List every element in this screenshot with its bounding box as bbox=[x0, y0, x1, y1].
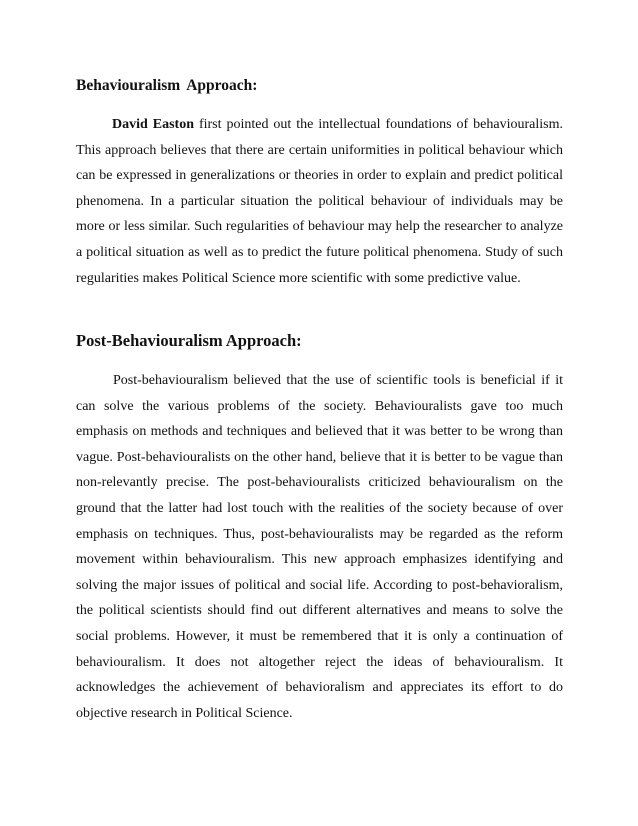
section-heading-behaviouralism: Behaviouralism Approach: bbox=[76, 77, 258, 94]
section-paragraph-behaviouralism bbox=[76, 112, 563, 291]
section-paragraph-post-behaviouralism: Post-behaviouralism believed that the use of scientific tools is beneficial if it can solve the various problems of the society. Behaviouralists gave too much emphasis on methods and techniques and believed that it was better to be wrong than vague. Post-behaviouralists on the other hand, believe that it is better to be vague than non-relevantly precise. The post-behaviouralists criticized behaviouralism on the ground that the latter had lost touch with the realities of the society because of over emphasis on techniques. Thus, post-behaviouralists may be regarded as the reform movement within behaviouralism. This new approach emphasizes identifying and solving the major issues of political and social life. According to post-behavioralism, the political scientists should find out different alternatives and means to solve the social problems. However, it must be remembered that it is only a continuation of behaviouralism. It does not altogether reject the ideas of behaviouralism. It acknowledges the achievement of behavioralism and appreciates its effort to do objective research in Political Science. bbox=[76, 373, 563, 721]
paragraph-text: first pointed out the intellectual foundations of behaviouralism. This approach believes that there are certain uniformities in political behaviour which can be expressed in generalizations or theories in order to explain and predict political phenomena. In a particular situation the political behaviour of individuals may be more or less similar. Such regularities of behaviour may help the researcher to analyze a political situation as well as to predict the future political phenomena. Study of such regularities makes Political Science more scientific with some predictive value. bbox=[76, 117, 563, 286]
section-heading-post-behaviouralism: Post-Behaviouralism Approach: bbox=[76, 331, 302, 350]
lead-name-david-easton: David Easton bbox=[112, 117, 194, 132]
